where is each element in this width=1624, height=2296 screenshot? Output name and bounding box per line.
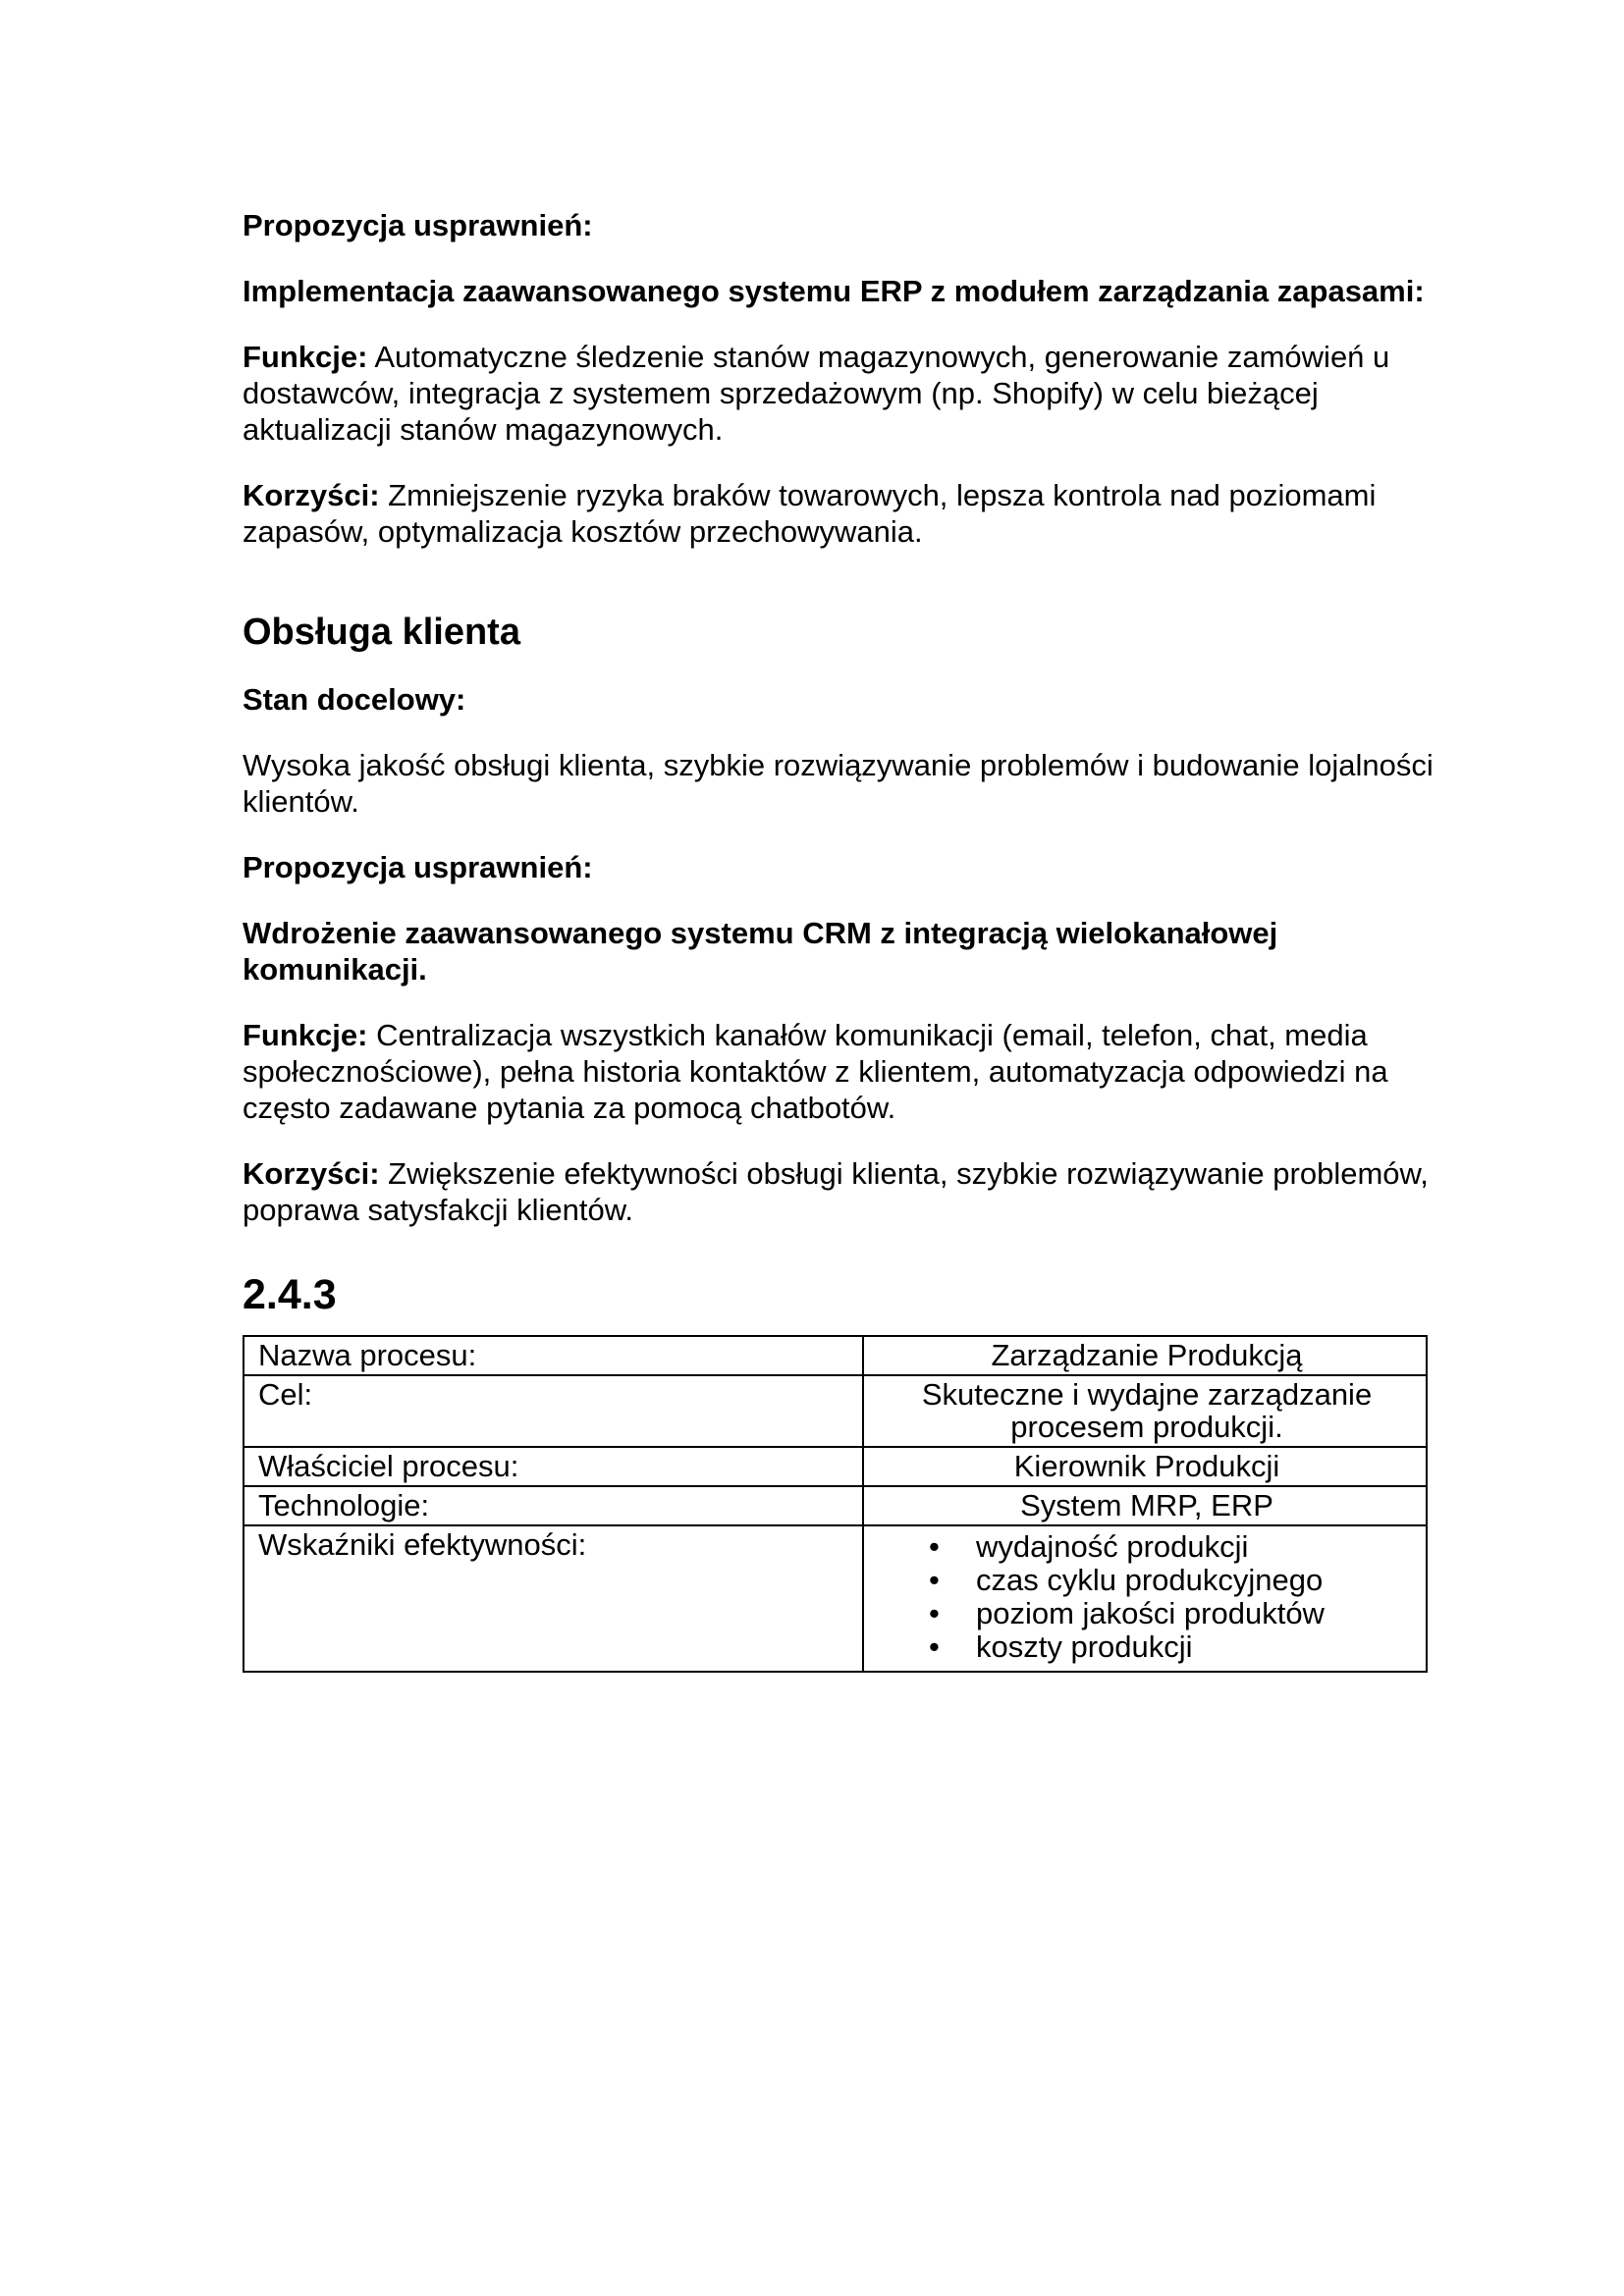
- kpi-list-item: • poziom jakości produktów: [878, 1597, 1416, 1630]
- crm-benefits-label: Korzyści:: [243, 1156, 380, 1191]
- crm-benefits-paragraph: [243, 1155, 1434, 1228]
- target-state-text: Wysoka jakość obsługi klienta, szybkie rozwiązywanie problemów i budowanie lojalności klientów.: [243, 748, 1434, 819]
- crm-benefits-text: Zwiększenie efektywności obsługi klienta, szybkie rozwiązywanie problemów, poprawa satysfakcji klientów.: [243, 1156, 1429, 1227]
- kpi-list-item: • wydajność produkcji: [878, 1530, 1416, 1564]
- customer-service-heading: Obsługa klienta: [243, 612, 520, 653]
- kpi-list-item: • czas cyklu produkcyjnego: [878, 1564, 1416, 1597]
- erp-proposal-title: Implementacja zaawansowanego systemu ERP z modułem zarządzania zapasami:: [243, 274, 1425, 308]
- erp-functions-paragraph: [243, 339, 1434, 448]
- kpi-list-item: • koszty produkcji: [878, 1630, 1416, 1664]
- kpi-list: [878, 1528, 1416, 1668]
- erp-functions-label: Funkcje:: [243, 340, 368, 374]
- owner-value-cell: Kierownik Produkcji: [863, 1447, 1427, 1486]
- erp-proposal-label: Propozycja usprawnień:: [243, 208, 593, 242]
- crm-proposal-label: Propozycja usprawnień:: [243, 850, 593, 884]
- crm-functions-text: Centralizacja wszystkich kanałów komunikacji (email, telefon, chat, media społecznościowe), pełna historia kontaktów z klientem, automatyzacja odpowiedzi na często zadawane pytania za pomocą chatbotów.: [243, 1018, 1388, 1125]
- kpi-label-cell: Wskaźniki efektywności:: [244, 1525, 863, 1672]
- crm-functions-paragraph: [243, 1017, 1434, 1126]
- crm-functions-label: Funkcje:: [243, 1018, 368, 1052]
- technologies-value-cell: System MRP, ERP: [863, 1486, 1427, 1525]
- table-row-process-name: [244, 1336, 1427, 1375]
- table-row-kpi: [244, 1525, 1427, 1672]
- target-state-label: Stan docelowy:: [243, 682, 466, 717]
- erp-benefits-text: Zmniejszenie ryzyka braków towarowych, lepsza kontrola nad poziomami zapasów, optymalizacja kosztów przechowywania.: [243, 478, 1377, 549]
- goal-label-cell: Cel:: [244, 1375, 863, 1447]
- crm-proposal-title: Wdrożenie zaawansowanego systemu CRM z integracją wielokanałowej komunikacji.: [243, 916, 1278, 987]
- erp-functions-text: Automatyczne śledzenie stanów magazynowych, generowanie zamówień u dostawców, integracja z systemem sprzedażowym (np. Shopify) w celu bieżącej aktualizacji stanów magazynowych.: [243, 340, 1390, 447]
- erp-benefits-label: Korzyści:: [243, 478, 380, 512]
- table-row-goal: [244, 1375, 1427, 1447]
- table-row-owner: [244, 1447, 1427, 1486]
- owner-label-cell: Właściciel procesu:: [244, 1447, 863, 1486]
- table-row-technologies: [244, 1486, 1427, 1525]
- process-table: [243, 1335, 1428, 1673]
- process-243-heading: 2.4.3: [243, 1271, 337, 1318]
- kpi-value-cell: [863, 1525, 1427, 1672]
- process-name-label-cell: Nazwa procesu:: [244, 1336, 863, 1375]
- process-name-value-cell: Zarządzanie Produkcją: [863, 1336, 1427, 1375]
- goal-value-cell: Skuteczne i wydajne zarządzanie procesem produkcji.: [863, 1375, 1427, 1447]
- technologies-label-cell: Technologie:: [244, 1486, 863, 1525]
- document-content: [243, 207, 1434, 1673]
- erp-benefits-paragraph: [243, 477, 1434, 550]
